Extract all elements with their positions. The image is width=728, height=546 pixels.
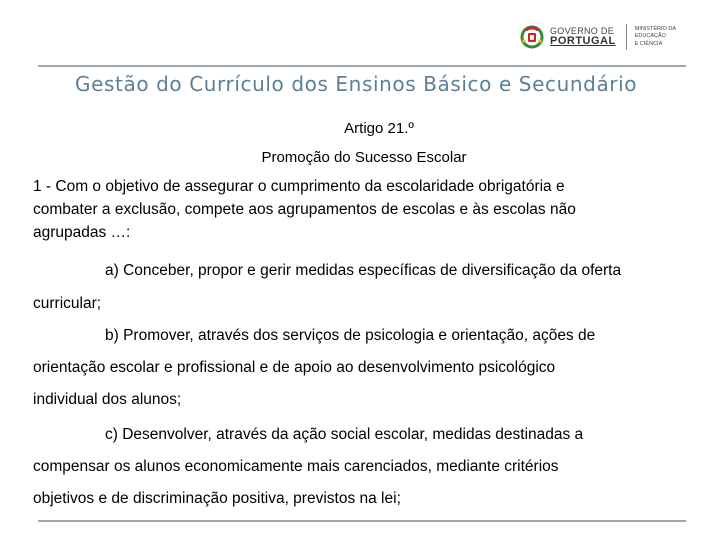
government-logo bbox=[520, 22, 705, 52]
ministry-line-2: E CIÊNCIA bbox=[634, 40, 663, 47]
article-heading: Promoção do Sucesso Escolar bbox=[261, 149, 467, 166]
ministry-line-1: MINISTÉRIO DA EDUCAÇÃO bbox=[634, 26, 676, 40]
intro-line-3: agrupadas …: bbox=[33, 224, 131, 241]
item-a-line-1: a) Conceber, propor e gerir medidas específicas de diversificação da oferta bbox=[105, 262, 622, 279]
ministry-name bbox=[635, 26, 705, 47]
article-number: Artigo 21.º bbox=[344, 120, 414, 137]
item-c-line-2: compensar os alunos economicamente mais carenciados, mediante critérios bbox=[33, 458, 559, 475]
intro-line-1: 1 - Com o objetivo de assegurar o cumprimento da escolaridade obrigatória e bbox=[33, 178, 565, 195]
bottom-divider bbox=[38, 520, 686, 522]
intro-line-2: combater a exclusão, compete aos agrupamentos de escolas e às escolas não bbox=[33, 201, 576, 218]
logo-divider bbox=[626, 24, 627, 50]
government-wordmark bbox=[550, 27, 616, 47]
item-b-line-2: orientação escolar e profissional e de apoio ao desenvolvimento psicológico bbox=[33, 359, 556, 376]
logo-line-2: PORTUGAL bbox=[550, 35, 616, 47]
page-title: Gestão do Currículo dos Ensinos Básico e Secundário bbox=[75, 72, 638, 96]
item-b-line-3: individual dos alunos; bbox=[33, 391, 182, 408]
top-divider bbox=[38, 65, 686, 67]
item-a-line-2: curricular; bbox=[33, 295, 102, 312]
item-c-line-3: objetivos e de discriminação positiva, previstos na lei; bbox=[33, 490, 401, 507]
item-b-line-1: b) Promover, através dos serviços de psicologia e orientação, ações de bbox=[105, 327, 596, 344]
portugal-emblem-icon bbox=[520, 24, 544, 50]
logo-line-1: GOVERNO DE bbox=[550, 26, 615, 36]
item-c-line-1: c) Desenvolver, através da ação social escolar, medidas destinadas a bbox=[105, 426, 584, 443]
